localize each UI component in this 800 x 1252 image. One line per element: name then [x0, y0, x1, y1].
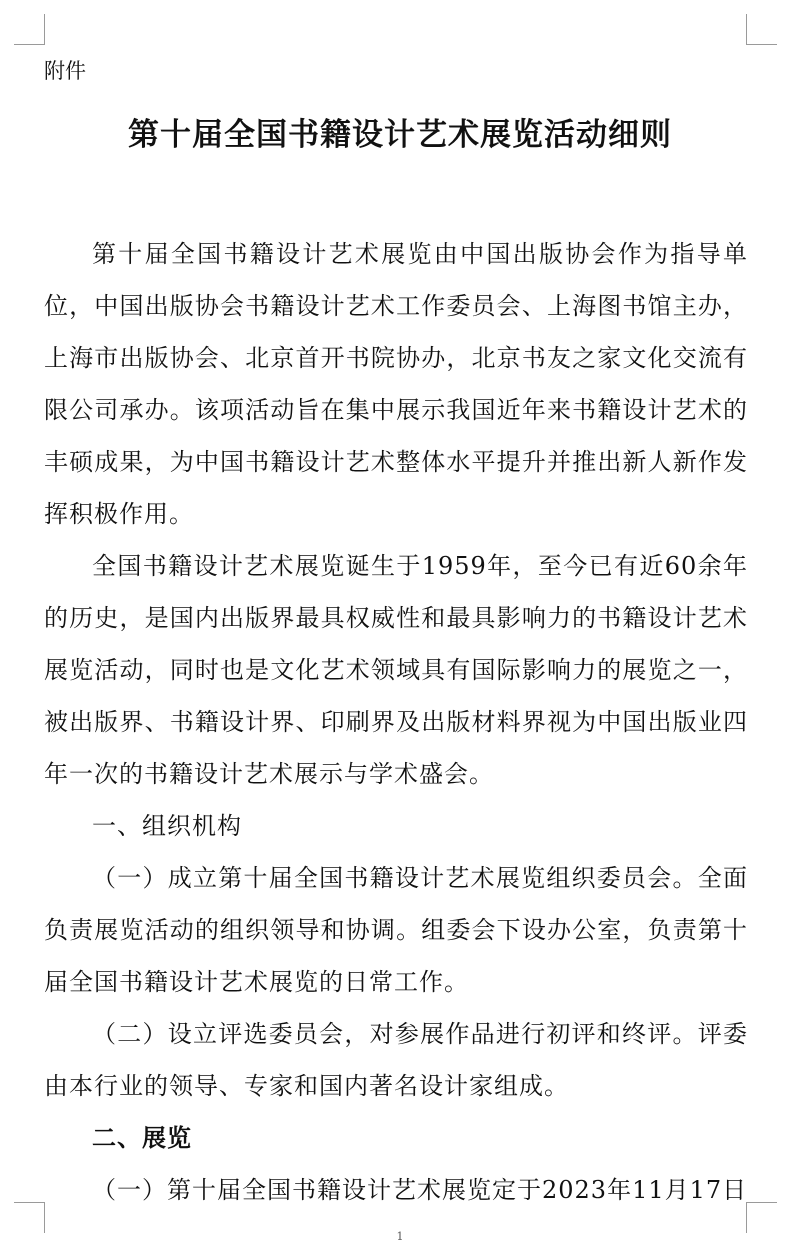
- crop-mark-top-left: [14, 14, 45, 45]
- organization-item-2: （二）设立评选委员会，对参展作品进行初评和终评。评委由本行业的领导、专家和国内著名设计家组成。: [44, 1020, 748, 1100]
- document-title: 第十届全国书籍设计艺术展览活动细则: [128, 117, 672, 153]
- organization-item-1: （一）成立第十届全国书籍设计艺术展览组织委员会。全面负责展览活动的组织领导和协调。组委会下设办公室，负责第十届全国书籍设计艺术展览的日常工作。: [44, 864, 748, 996]
- crop-mark-bottom-right: [746, 1202, 777, 1233]
- intro-paragraph: 第十届全国书籍设计艺术展览由中国出版协会作为指导单位，中国出版协会书籍设计艺术工作委员会、上海图书馆主办，上海市出版协会、北京首开书院协办，北京书友之家文化交流有限公司承办。该项活动旨在集中展示我国近年来书籍设计艺术的丰硕成果，为中国书籍设计艺术整体水平提升并推出新人新作发挥积极作用。: [44, 240, 748, 528]
- section-heading-exhibition: 二、展览: [92, 1123, 192, 1152]
- exhibition-item-1: （一）第十届全国书籍设计艺术展览定于2023年11月17日: [92, 1176, 748, 1204]
- page-number: 1: [396, 1230, 404, 1243]
- crop-mark-top-right: [746, 14, 777, 45]
- crop-mark-bottom-left: [14, 1202, 45, 1233]
- history-paragraph: 全国书籍设计艺术展览诞生于1959年，至今已有近60余年的历史，是国内出版界最具权威性和最具影响力的书籍设计艺术展览活动，同时也是文化艺术领域具有国际影响力的展览之一，被出版界、书籍设计界、印刷界及出版材料界视为中国出版业四年一次的书籍设计艺术展示与学术盛会。: [44, 552, 748, 788]
- document-body: [44, 228, 748, 1216]
- attachment-label: 附件: [44, 59, 86, 83]
- section-heading-organization: 一、组织机构: [92, 812, 242, 840]
